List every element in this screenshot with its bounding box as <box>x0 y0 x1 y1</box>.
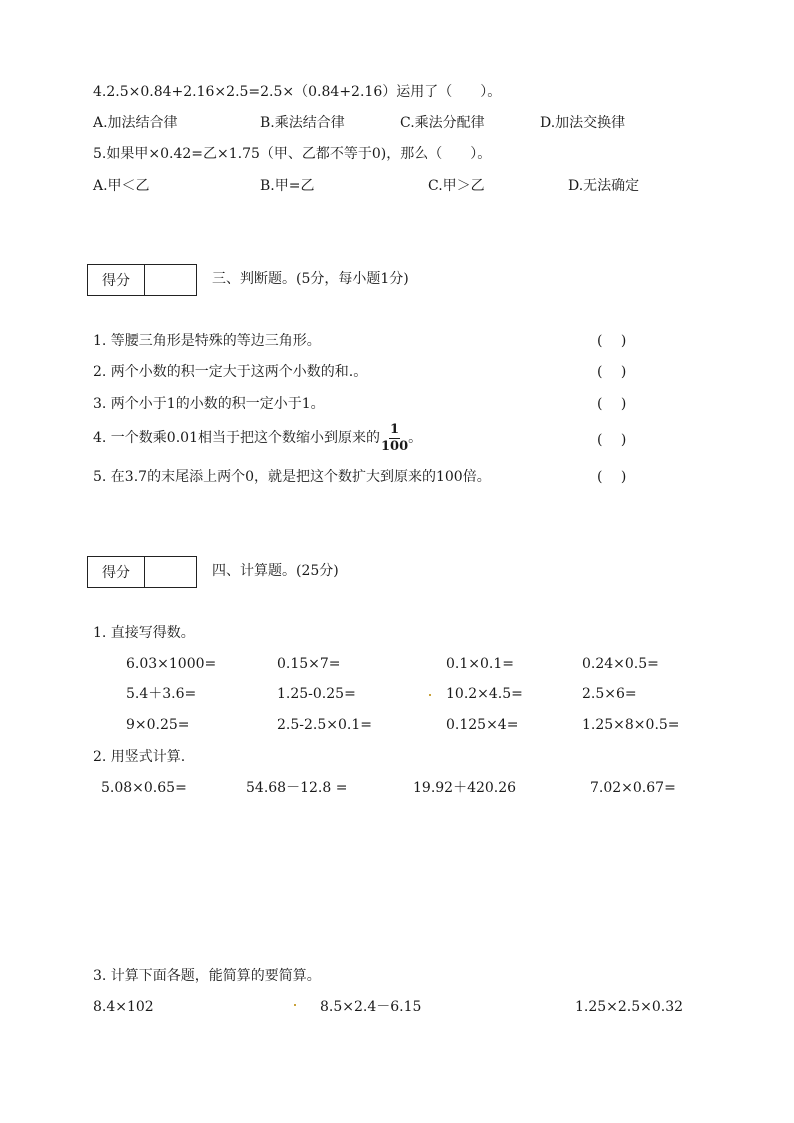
judge-blank-3[interactable]: ( ) <box>597 396 627 412</box>
score-label: 得分 <box>88 265 145 295</box>
mental-calc-item[interactable]: 6.03×1000= <box>126 656 217 672</box>
section4-title: 四、计算题。(25分) <box>212 563 339 579</box>
q4-option-b[interactable]: B.乘法结合律 <box>260 115 345 131</box>
vertical-calc-item[interactable]: 54.68－12.8 = <box>246 780 348 796</box>
judge-item-4 <box>93 420 422 456</box>
mental-calc-item[interactable]: 5.4＋3.6= <box>126 686 197 702</box>
judge-item-4-tail: 。 <box>408 430 423 446</box>
mental-calc-item[interactable]: 1.25×8×0.5= <box>582 717 680 733</box>
mental-calc-item[interactable]: 10.2×4.5= <box>446 686 523 702</box>
fraction-denominator: 100 <box>380 438 409 454</box>
q5-option-d[interactable]: D.无法确定 <box>568 178 640 194</box>
question-4-stem: 4.2.5×0.84+2.16×2.5=2.5×（0.84+2.16）运用了（ ）。 <box>93 84 502 100</box>
mental-calc-item[interactable]: 2.5-2.5×0.1= <box>277 717 372 733</box>
judge-item-4-text: 4. 一个数乘0.01相当于把这个数缩小到原来的 <box>93 430 380 446</box>
mental-calc-item[interactable]: 0.15×7= <box>277 656 341 672</box>
judge-item-2: 2. 两个小数的积一定大于这两个小数的和.。 <box>93 364 368 380</box>
score-label: 得分 <box>88 557 145 587</box>
mental-calc-item[interactable]: 2.5×6= <box>582 686 637 702</box>
q5-option-c[interactable]: C.甲＞乙 <box>428 178 485 194</box>
score-box-section4 <box>87 556 197 588</box>
q5-option-a[interactable]: A.甲＜乙 <box>93 178 150 194</box>
judge-blank-4[interactable]: ( ) <box>597 432 627 448</box>
mental-calc-item[interactable]: 0.125×4= <box>446 717 519 733</box>
q4-option-a[interactable]: A.加法结合律 <box>93 115 178 131</box>
stray-mark <box>294 1004 296 1006</box>
mental-calc-item[interactable]: 9×0.25= <box>126 717 190 733</box>
mental-calc-item[interactable]: 0.1×0.1= <box>446 656 514 672</box>
judge-item-1: 1. 等腰三角形是特殊的等边三角形。 <box>93 333 321 349</box>
score-entry-cell[interactable] <box>145 557 196 587</box>
vertical-calc-item[interactable]: 19.92＋420.26 <box>413 780 517 796</box>
simplify-calc-item[interactable]: 1.25×2.5×0.32 <box>575 999 684 1015</box>
judge-blank-1[interactable]: ( ) <box>597 333 627 349</box>
question-5-stem: 5.如果甲×0.42=乙×1.75（甲、乙都不等于0)，那么（ ）。 <box>93 146 492 162</box>
score-box-section3 <box>87 264 197 296</box>
stray-mark <box>429 694 431 696</box>
part3-heading: 3. 计算下面各题，能简算的要简算。 <box>93 968 321 984</box>
q5-option-b[interactable]: B.甲=乙 <box>260 178 315 194</box>
part2-heading: 2. 用竖式计算. <box>93 749 186 765</box>
mental-calc-item[interactable]: 1.25-0.25= <box>277 686 356 702</box>
part1-heading: 1. 直接写得数。 <box>93 625 195 641</box>
q4-option-d[interactable]: D.加法交换律 <box>540 115 626 131</box>
vertical-calc-item[interactable]: 5.08×0.65= <box>101 780 187 796</box>
simplify-calc-item[interactable]: 8.5×2.4－6.15 <box>320 999 422 1015</box>
simplify-calc-item[interactable]: 8.4×102 <box>93 999 154 1015</box>
fraction-numerator: 1 <box>390 421 400 437</box>
score-entry-cell[interactable] <box>145 265 196 295</box>
vertical-calc-item[interactable]: 7.02×0.67= <box>590 780 676 796</box>
q4-option-c[interactable]: C.乘法分配律 <box>400 115 485 131</box>
judge-blank-2[interactable]: ( ) <box>597 364 627 380</box>
judge-blank-5[interactable]: ( ) <box>597 469 627 485</box>
judge-item-3: 3. 两个小于1的小数的积一定小于1。 <box>93 396 325 412</box>
section3-title: 三、判断题。(5分，每小题1分) <box>212 271 409 287</box>
judge-item-5: 5. 在3.7的末尾添上两个0，就是把这个数扩大到原来的100倍。 <box>93 469 491 485</box>
mental-calc-item[interactable]: 0.24×0.5= <box>582 656 659 672</box>
fraction-one-hundredth <box>381 422 408 455</box>
